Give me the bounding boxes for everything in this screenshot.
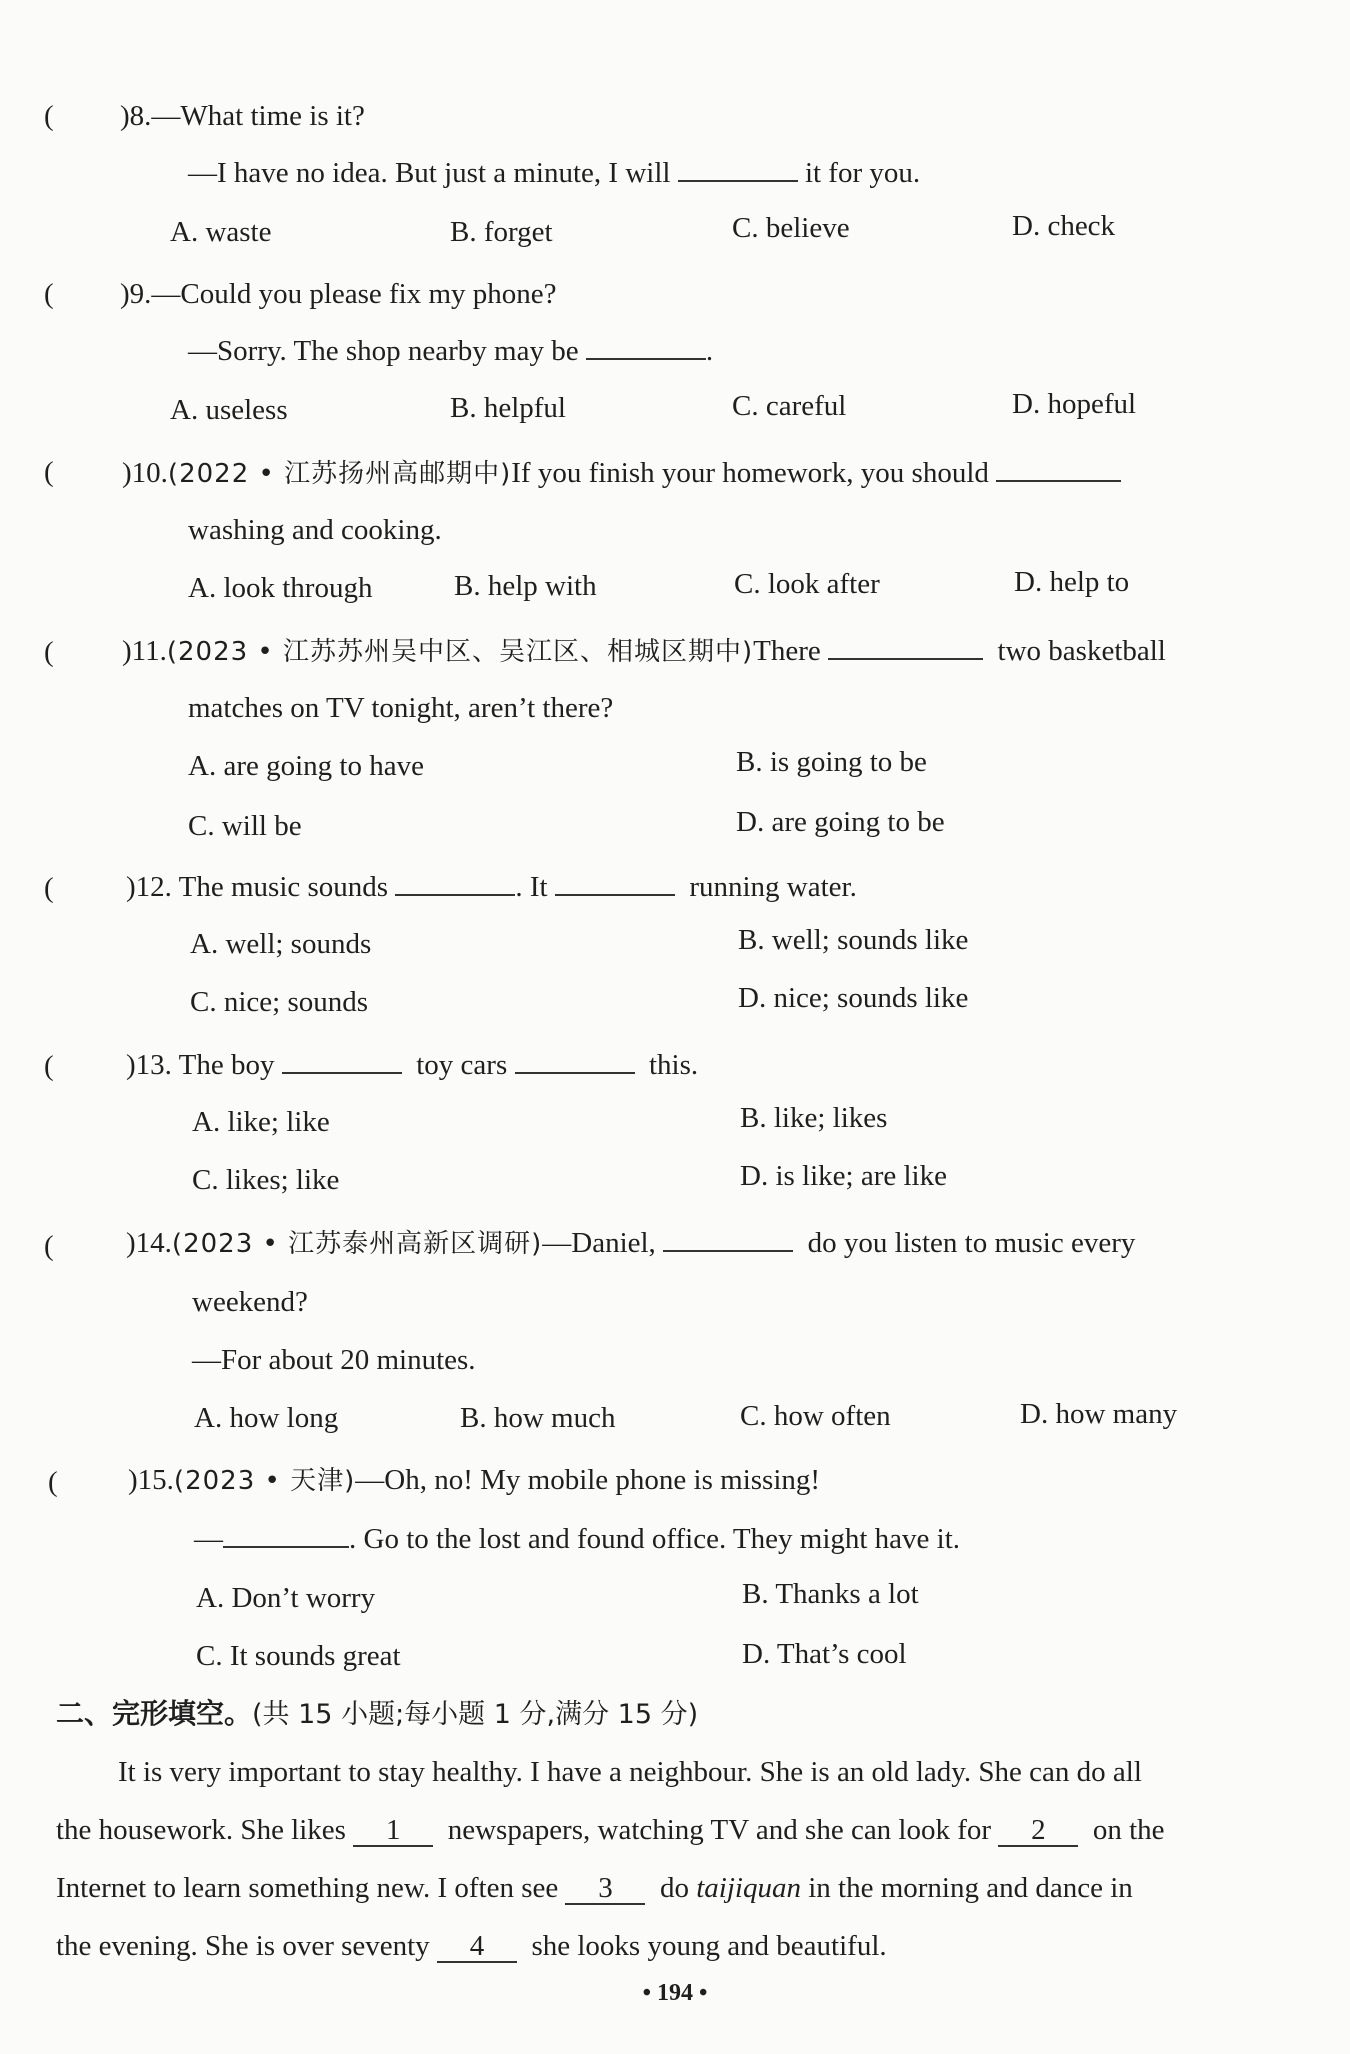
question-10-line-2: washing and cooking. [188, 514, 442, 546]
question-9-line-1: )9.—Could you please fix my phone? [120, 278, 557, 310]
option-b[interactable]: B. well; sounds like [738, 924, 969, 956]
option-c[interactable]: C. how often [740, 1400, 891, 1432]
option-c[interactable]: C. will be [188, 810, 302, 842]
question-8-line-1: )8.—What time is it? [120, 100, 365, 132]
option-a[interactable]: A. are going to have [188, 750, 424, 782]
question-14-line-2: weekend? [192, 1286, 308, 1318]
answer-blank[interactable] [678, 154, 798, 182]
passage-line-2: the housework. She likes 1 newspapers, watching TV and she can look for 2 on the [56, 1814, 1165, 1846]
question-number: )8. [120, 100, 152, 132]
cloze-blank-4[interactable]: 4 [437, 1931, 517, 1963]
answer-blank[interactable] [555, 868, 675, 896]
option-c[interactable]: C. likes; like [192, 1164, 340, 1196]
passage-line-3: Internet to learn something new. I often see 3 do taijiquan in the morning and dance in [56, 1872, 1133, 1904]
answer-paren[interactable]: ( [44, 100, 54, 132]
question-8-line-2: —I have no idea. But just a minute, I will it for you. [188, 154, 920, 191]
option-b[interactable]: B. helpful [450, 392, 566, 424]
option-d[interactable]: D. nice; sounds like [738, 982, 969, 1014]
answer-blank[interactable] [828, 632, 983, 660]
question-10-line-1: )10.(2022 • 江苏扬州高邮期中)If you finish your homework, you should [122, 454, 1121, 492]
answer-paren[interactable]: ( [44, 636, 54, 668]
answer-paren[interactable]: ( [44, 278, 54, 310]
option-b[interactable]: B. is going to be [736, 746, 927, 778]
answer-paren[interactable]: ( [48, 1466, 58, 1498]
option-d[interactable]: D. are going to be [736, 806, 945, 838]
question-11-line-1: )11.(2023 • 江苏苏州吴中区、吴江区、相城区期中)There two basketball [122, 632, 1166, 670]
option-a[interactable]: A. look through [188, 572, 373, 604]
option-d[interactable]: D. is like; are like [740, 1160, 947, 1192]
cloze-blank-3[interactable]: 3 [565, 1873, 645, 1905]
option-b[interactable]: B. Thanks a lot [742, 1578, 919, 1610]
option-d[interactable]: D. That’s cool [742, 1638, 907, 1670]
answer-paren[interactable]: ( [44, 1230, 54, 1262]
option-a[interactable]: A. useless [170, 394, 288, 426]
option-c[interactable]: C. careful [732, 390, 847, 422]
answer-blank[interactable] [515, 1046, 635, 1074]
passage-line-4: the evening. She is over seventy 4 she looks young and beautiful. [56, 1930, 887, 1962]
answer-paren[interactable]: ( [44, 872, 54, 904]
answer-blank[interactable] [395, 868, 515, 896]
answer-blank[interactable] [996, 454, 1121, 482]
option-d[interactable]: D. how many [1020, 1398, 1178, 1430]
option-d[interactable]: D. help to [1014, 566, 1130, 598]
page-number: • 194 • [642, 1980, 708, 2006]
option-c[interactable]: C. look after [734, 568, 880, 600]
question-source: (2023 • 江苏泰州高新区调研) [171, 1229, 543, 1259]
option-c[interactable]: C. nice; sounds [190, 986, 369, 1018]
answer-paren[interactable]: ( [44, 1050, 54, 1082]
option-a[interactable]: A. Don’t worry [196, 1582, 376, 1614]
option-a[interactable]: A. waste [170, 216, 272, 248]
question-12-line-1: )12. The music sounds . It running water. [126, 868, 857, 905]
question-14-line-3: —For about 20 minutes. [192, 1344, 476, 1376]
question-11-line-2: matches on TV tonight, aren’t there? [188, 692, 614, 724]
cloze-blank-2[interactable]: 2 [998, 1815, 1078, 1847]
question-13-line-1: )13. The boy toy cars this. [126, 1046, 698, 1083]
cloze-blank-1[interactable]: 1 [353, 1815, 433, 1847]
option-b[interactable]: B. how much [460, 1402, 616, 1434]
question-source: (2022 • 江苏扬州高邮期中) [167, 459, 512, 489]
question-15-line-1: )15.(2023 • 天津)—Oh, no! My mobile phone is missing! [128, 1464, 821, 1496]
option-d[interactable]: D. check [1012, 210, 1116, 242]
option-b[interactable]: B. forget [450, 216, 553, 248]
section-heading: 二、完形填空。(共 15 小题;每小题 1 分,满分 15 分) [56, 1697, 699, 1730]
option-c[interactable]: C. It sounds great [196, 1640, 401, 1672]
option-b[interactable]: B. help with [454, 570, 597, 602]
answer-blank[interactable] [663, 1224, 793, 1252]
question-15-line-2: — . Go to the lost and found office. They might have it. [194, 1520, 960, 1557]
option-a[interactable]: A. well; sounds [190, 928, 372, 960]
option-c[interactable]: C. believe [732, 212, 850, 244]
answer-paren[interactable]: ( [44, 456, 54, 488]
question-source: (2023 • 江苏苏州吴中区、吴江区、相城区期中) [166, 637, 754, 667]
question-14-line-1: )14.(2023 • 江苏泰州高新区调研)—Daniel, do you listen to music every [126, 1224, 1135, 1262]
option-d[interactable]: D. hopeful [1012, 388, 1137, 420]
question-9-line-2: —Sorry. The shop nearby may be . [188, 332, 713, 369]
answer-blank[interactable] [223, 1520, 349, 1548]
option-a[interactable]: A. like; like [192, 1106, 330, 1138]
answer-blank[interactable] [586, 332, 706, 360]
answer-blank[interactable] [282, 1046, 402, 1074]
option-a[interactable]: A. how long [194, 1402, 339, 1434]
option-b[interactable]: B. like; likes [740, 1102, 888, 1134]
passage-line-1: It is very important to stay healthy. I have a neighbour. She is an old lady. She can do all [118, 1756, 1142, 1788]
question-source: (2023 • 天津) [173, 1466, 356, 1496]
